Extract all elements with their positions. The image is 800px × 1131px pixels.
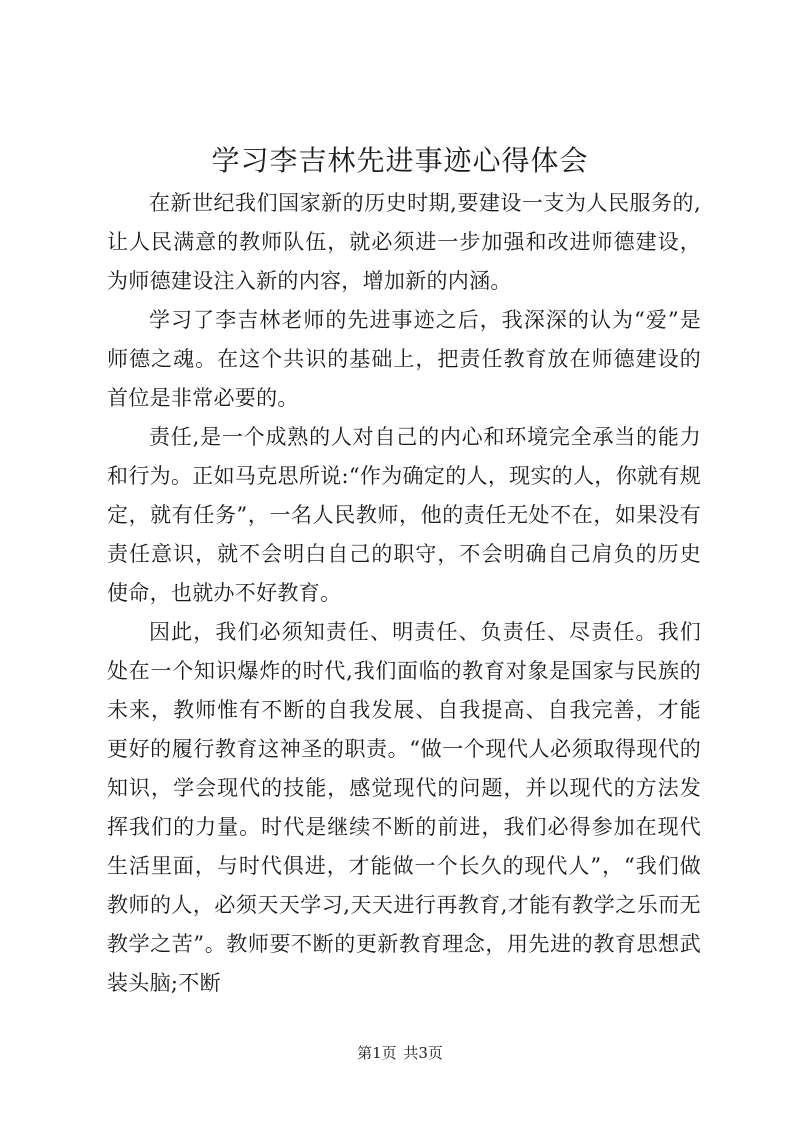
page-footer: 第1页 共3页 [357,1044,443,1062]
paragraph-1: 在新世纪我们国家新的历史时期,要建设一支为人民服务的,让人民满意的教师队伍，就必须进一步加强和改进师德建设，为师德建设注入新的内容，增加新的内涵。 [107,191,701,293]
document-title: 学习李吉林先进事迹心得体会 [211,144,589,177]
paragraph-3: 责任,是一个成熟的人对自己的内心和环境完全承当的能力和行为。正如马克思所说:“作为确定的人，现实的人，你就有规定，就有任务”，一名人民教师，他的责任无处不在，如果没有责任意识，就不会明白自己的职守，不会明确自己肩负的历史使命，也就办不好教育。 [107,425,701,605]
paragraph-4: 因此，我们必须知责任、明责任、负责任、尽责任。我们处在一个知识爆炸的时代,我们面临的教育对象是国家与民族的未来，教师惟有不断的自我发展、自我提高、自我完善，才能更好的履行教育这神圣的职责。“做一个现代人必须取得现代的知识，学会现代的技能，感觉现代的问题，并以现代的方法发挥我们的力量。时代是继续不断的前进，我们必得参加在现代生活里面，与时代俱进，才能做一个长久的现代人”，“我们做教师的人，必须天天学习,天天进行再教育,才能有教学之乐而无教学之苦”。教师要不断的更新教育理念，用先进的教育思想武装头脑;不断 [107,620,701,995]
paragraph-2: 学习了李吉林老师的先进事迹之后，我深深的认为“爱”是师德之魂。在这个共识的基础上，把责任教育放在师德建设的首位是非常必要的。 [107,308,701,410]
document-body [107,184,701,1003]
